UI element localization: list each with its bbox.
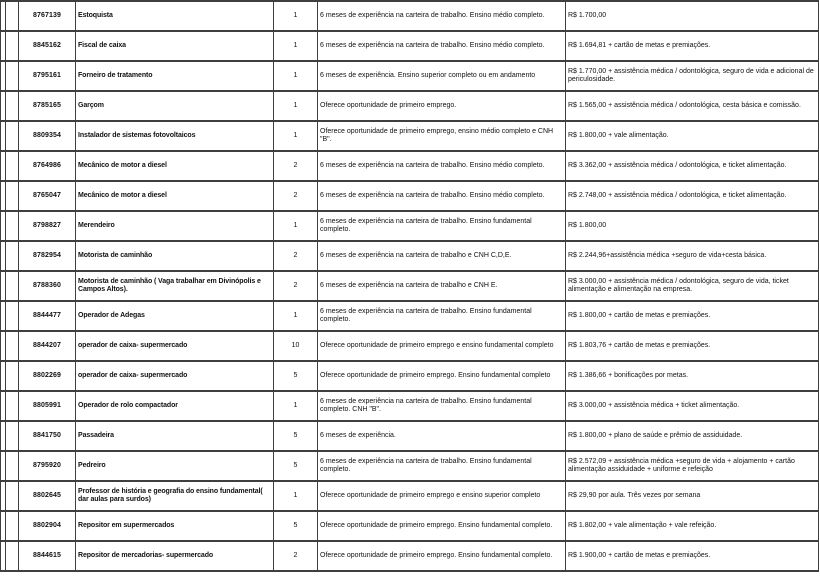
requirements-cell: 6 meses de experiência na carteira de trabalho. Ensino fundamental completo. xyxy=(318,211,566,241)
salary-cell: R$ 1.803,76 + cartão de metas e premiações. xyxy=(566,331,819,361)
spacer-cell xyxy=(6,511,19,541)
requirements-cell: 6 meses de experiência na carteira de trabalho. Ensino médio completo. xyxy=(318,31,566,61)
job-id-cell: 8782954 xyxy=(19,241,76,271)
salary-cell: R$ 1.802,00 + vale alimentação + vale refeição. xyxy=(566,511,819,541)
job-title-cell: Repositor de mercadorias- supermercado xyxy=(76,541,274,571)
job-title-cell: Instalador de sistemas fotovoltaicos xyxy=(76,121,274,151)
salary-cell: R$ 29,90 por aula. Três vezes por semana xyxy=(566,481,819,511)
job-title-cell: Fiscal de caixa xyxy=(76,31,274,61)
requirements-cell: Oferece oportunidade de primeiro emprego, ensino médio completo e CNH "B". xyxy=(318,121,566,151)
vacancies-cell: 1 xyxy=(274,91,318,121)
vacancies-cell: 1 xyxy=(274,1,318,31)
spacer-cell xyxy=(6,481,19,511)
job-id-cell: 8767139 xyxy=(19,1,76,31)
table-row xyxy=(1,1,819,31)
spacer-cell xyxy=(6,391,19,421)
vacancies-cell: 1 xyxy=(274,391,318,421)
job-title-cell: Mecânico de motor a diesel xyxy=(76,181,274,211)
job-title-cell: Forneiro de tratamento xyxy=(76,61,274,91)
spacer-cell xyxy=(6,61,19,91)
vacancies-cell: 2 xyxy=(274,271,318,301)
table-row xyxy=(1,361,819,391)
salary-cell: R$ 1.770,00 + assistência médica / odontológica, seguro de vida e adicional de periculosidade. xyxy=(566,61,819,91)
spacer-cell xyxy=(6,421,19,451)
job-title-cell: Operador de rolo compactador xyxy=(76,391,274,421)
salary-cell: R$ 3.000,00 + assistência médica / odontológica, seguro de vida, ticket alimentação e alimentação na empresa. xyxy=(566,271,819,301)
table-row xyxy=(1,301,819,331)
job-title-cell: Estoquista xyxy=(76,1,274,31)
salary-cell: R$ 1.700,00 xyxy=(566,1,819,31)
vacancies-cell: 5 xyxy=(274,451,318,481)
table-row xyxy=(1,451,819,481)
table-row xyxy=(1,241,819,271)
table-row xyxy=(1,511,819,541)
spacer-cell xyxy=(6,361,19,391)
requirements-cell: Oferece oportunidade de primeiro emprego e ensino fundamental completo xyxy=(318,331,566,361)
salary-cell: R$ 3.000,00 + assistência médica + ticket alimentação. xyxy=(566,391,819,421)
spacer-cell xyxy=(6,121,19,151)
salary-cell: R$ 1.694,81 + cartão de metas e premiações. xyxy=(566,31,819,61)
job-id-cell: 8802645 xyxy=(19,481,76,511)
table-row xyxy=(1,211,819,241)
spacer-cell xyxy=(6,301,19,331)
job-id-cell: 8764986 xyxy=(19,151,76,181)
job-id-cell: 8802904 xyxy=(19,511,76,541)
table-row xyxy=(1,181,819,211)
vacancies-cell: 1 xyxy=(274,211,318,241)
spacer-cell xyxy=(6,181,19,211)
job-id-cell: 8809354 xyxy=(19,121,76,151)
requirements-cell: 6 meses de experiência na carteira de trabalho e CNH E. xyxy=(318,271,566,301)
requirements-cell: Oferece oportunidade de primeiro emprego e ensino superior completo xyxy=(318,481,566,511)
vacancies-cell: 1 xyxy=(274,31,318,61)
job-id-cell: 8788360 xyxy=(19,271,76,301)
salary-cell: R$ 1.565,00 + assistência médica / odontológica, cesta básica e comissão. xyxy=(566,91,819,121)
spacer-cell xyxy=(6,451,19,481)
vacancies-cell: 10 xyxy=(274,331,318,361)
job-id-cell: 8844615 xyxy=(19,541,76,571)
requirements-cell: 6 meses de experiência na carteira de trabalho. Ensino fundamental completo. xyxy=(318,451,566,481)
table-row xyxy=(1,331,819,361)
job-title-cell: operador de caixa- supermercado xyxy=(76,361,274,391)
vacancies-cell: 2 xyxy=(274,181,318,211)
vacancies-cell: 1 xyxy=(274,301,318,331)
job-id-cell: 8844207 xyxy=(19,331,76,361)
job-title-cell: Repositor em supermercados xyxy=(76,511,274,541)
jobs-table-body xyxy=(1,1,819,571)
spacer-cell xyxy=(6,241,19,271)
vacancies-cell: 1 xyxy=(274,481,318,511)
job-title-cell: Professor de história e geografia do ensino fundamental( dar aulas para surdos) xyxy=(76,481,274,511)
job-id-cell: 8765047 xyxy=(19,181,76,211)
table-row xyxy=(1,31,819,61)
job-title-cell: Motorista de caminhão ( Vaga trabalhar em Divinópolis e Campos Altos). xyxy=(76,271,274,301)
spacer-cell xyxy=(6,91,19,121)
spacer-cell xyxy=(6,1,19,31)
spacer-cell xyxy=(6,31,19,61)
vacancies-cell: 2 xyxy=(274,241,318,271)
table-row xyxy=(1,391,819,421)
table-row xyxy=(1,541,819,571)
job-id-cell: 8805991 xyxy=(19,391,76,421)
job-title-cell: Operador de Adegas xyxy=(76,301,274,331)
job-title-cell: Merendeiro xyxy=(76,211,274,241)
table-row xyxy=(1,421,819,451)
requirements-cell: 6 meses de experiência na carteira de trabalho. Ensino médio completo. xyxy=(318,1,566,31)
requirements-cell: 6 meses de experiência na carteira de trabalho. Ensino médio completo. xyxy=(318,181,566,211)
job-title-cell: Pedreiro xyxy=(76,451,274,481)
requirements-cell: 6 meses de experiência na carteira de trabalho. Ensino médio completo. xyxy=(318,151,566,181)
table-row xyxy=(1,121,819,151)
salary-cell: R$ 3.362,00 + assistência médica / odontológica, e ticket alimentação. xyxy=(566,151,819,181)
salary-cell: R$ 2.748,00 + assistência médica / odontológica, e ticket alimentação. xyxy=(566,181,819,211)
job-id-cell: 8795161 xyxy=(19,61,76,91)
salary-cell: R$ 2.572,09 + assistência médica +seguro de vida + alojamento + cartão alimentação assiduidade + uniforme e refeição xyxy=(566,451,819,481)
job-title-cell: operador de caixa- supermercado xyxy=(76,331,274,361)
job-id-cell: 8845162 xyxy=(19,31,76,61)
salary-cell: R$ 1.800,00 + vale alimentação. xyxy=(566,121,819,151)
requirements-cell: 6 meses de experiência na carteira de trabalho e CNH C,D,E. xyxy=(318,241,566,271)
table-row xyxy=(1,481,819,511)
salary-cell: R$ 1.800,00 + plano de saúde e prêmio de assiduidade. xyxy=(566,421,819,451)
job-id-cell: 8844477 xyxy=(19,301,76,331)
requirements-cell: Oferece oportunidade de primeiro emprego. Ensino fundamental completo xyxy=(318,361,566,391)
job-id-cell: 8795920 xyxy=(19,451,76,481)
vacancies-cell: 5 xyxy=(274,421,318,451)
salary-cell: R$ 1.900,00 + cartão de metas e premiações. xyxy=(566,541,819,571)
requirements-cell: 6 meses de experiência. xyxy=(318,421,566,451)
salary-cell: R$ 2.244,96+assistência médica +seguro de vida+cesta básica. xyxy=(566,241,819,271)
requirements-cell: 6 meses de experiência na carteira de trabalho. Ensino fundamental completo. xyxy=(318,301,566,331)
spacer-cell xyxy=(6,271,19,301)
spacer-cell xyxy=(6,151,19,181)
job-title-cell: Passadeira xyxy=(76,421,274,451)
job-id-cell: 8785165 xyxy=(19,91,76,121)
job-title-cell: Garçom xyxy=(76,91,274,121)
job-title-cell: Motorista de caminhão xyxy=(76,241,274,271)
vacancies-cell: 1 xyxy=(274,61,318,91)
requirements-cell: 6 meses de experiência na carteira de trabalho. Ensino fundamental completo. CNH "B". xyxy=(318,391,566,421)
spacer-cell xyxy=(6,211,19,241)
requirements-cell: Oferece oportunidade de primeiro emprego. Ensino fundamental completo. xyxy=(318,511,566,541)
job-id-cell: 8802269 xyxy=(19,361,76,391)
spacer-cell xyxy=(6,541,19,571)
requirements-cell: Oferece oportunidade de primeiro emprego. xyxy=(318,91,566,121)
vacancies-cell: 5 xyxy=(274,361,318,391)
job-title-cell: Mecânico de motor a diesel xyxy=(76,151,274,181)
table-row xyxy=(1,271,819,301)
vacancies-cell: 5 xyxy=(274,511,318,541)
table-row xyxy=(1,151,819,181)
table-row xyxy=(1,91,819,121)
requirements-cell: Oferece oportunidade de primeiro emprego. Ensino fundamental completo. xyxy=(318,541,566,571)
vacancies-cell: 1 xyxy=(274,121,318,151)
vacancies-cell: 2 xyxy=(274,151,318,181)
vacancies-cell: 2 xyxy=(274,541,318,571)
requirements-cell: 6 meses de experiência. Ensino superior completo ou em andamento xyxy=(318,61,566,91)
table-row xyxy=(1,61,819,91)
salary-cell: R$ 1.800,00 + cartão de metas e premiações. xyxy=(566,301,819,331)
salary-cell: R$ 1.800,00 xyxy=(566,211,819,241)
salary-cell: R$ 1.386,66 + bonificações por metas. xyxy=(566,361,819,391)
job-id-cell: 8798827 xyxy=(19,211,76,241)
spacer-cell xyxy=(6,331,19,361)
job-id-cell: 8841750 xyxy=(19,421,76,451)
